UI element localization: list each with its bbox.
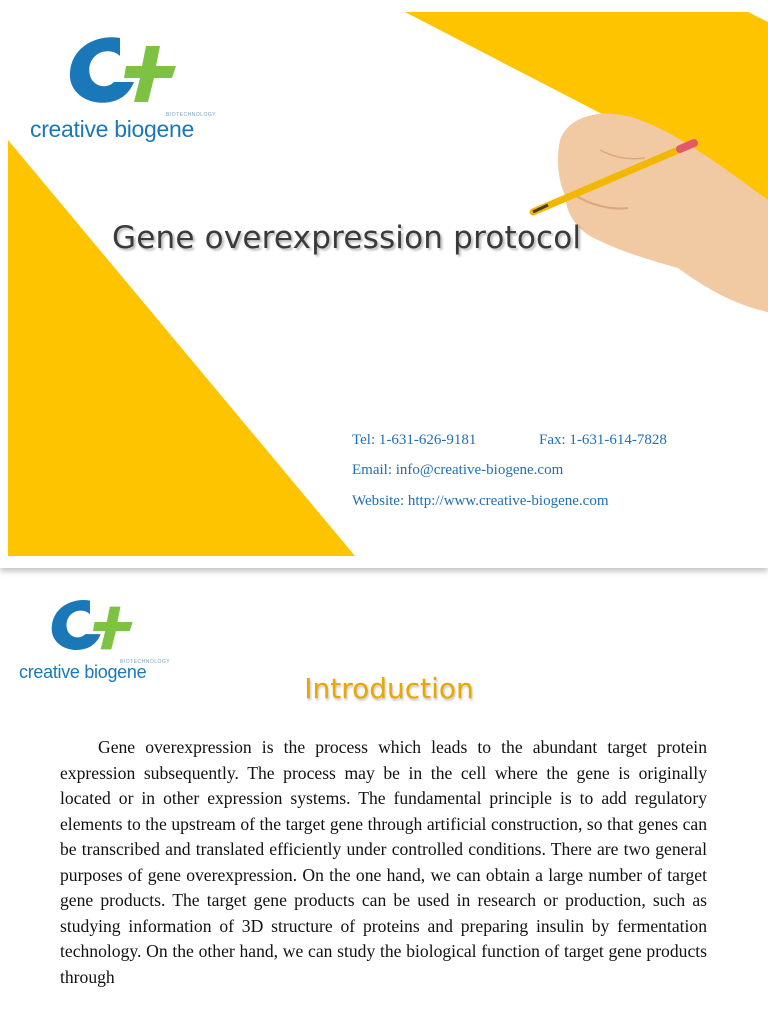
logo-small-wordmark: creative biogene — [19, 662, 147, 682]
email-address: Email: info@creative-biogene.com — [352, 462, 564, 478]
left-yellow-triangle — [8, 140, 355, 556]
logo-wordmark: creative biogene — [30, 116, 194, 142]
document-title: Gene overexpression protocol — [112, 220, 582, 256]
introduction-paragraph: Gene overexpression is the process which leads to the abundant target protein expression subsequently. The process may be in the cell where the gene is originally located or in other expression systems. The fundamental principle is to add regulatory elements to the upstream of the target gene through artificial construction, so that genes can be transcribed and translated efficiently under controlled conditions. There are two general purposes of gene overexpression. On the one hand, we can obtain a large number of target gene products. The target gene products can be used in research or production, such as studying information of 3D structure of proteins and preparing insulin by fermentation technology. On the other hand, we can study the biological function of target gene products through — [60, 737, 707, 987]
introduction-page — [0, 572, 768, 1024]
brand-logo-small-icon — [50, 596, 136, 654]
section-heading: Introduction — [304, 672, 474, 705]
brand-logo-icon — [68, 32, 180, 108]
logo-tagline: BIOTECHNOLOGY — [166, 112, 217, 118]
logo-small-tagline: BIOTECHNOLOGY — [120, 659, 171, 665]
website-url: Website: http://www.creative-biogene.com — [352, 493, 609, 509]
fax-number: Fax: 1-631-614-7828 — [539, 432, 667, 448]
phone-number: Tel: 1-631-626-9181 — [352, 432, 477, 448]
